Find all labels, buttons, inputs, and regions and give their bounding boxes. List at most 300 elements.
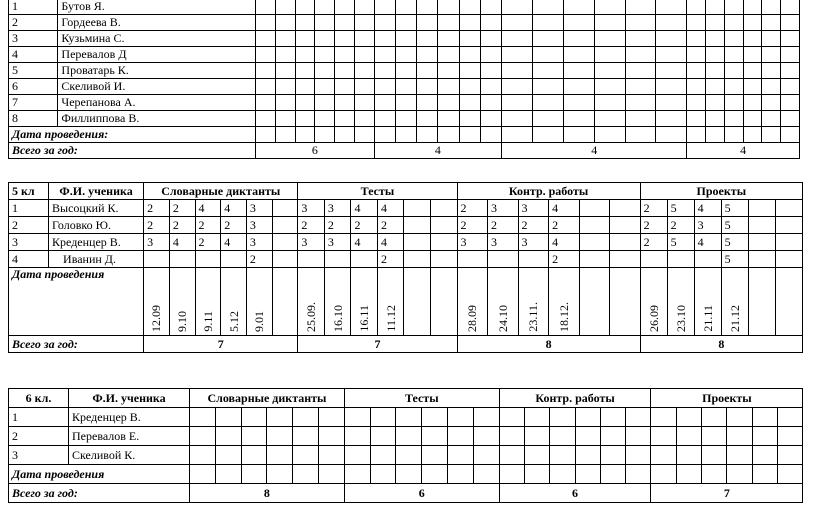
date-text: 25.09. [304, 302, 319, 332]
grade-cell [727, 427, 752, 446]
row-number: 1 [9, 408, 69, 427]
grade-cell [344, 446, 370, 465]
grade-cell [594, 127, 625, 143]
grade-cell [480, 95, 501, 111]
grade-cell [702, 408, 727, 427]
grade-cell [743, 79, 762, 95]
grade-cell [459, 63, 480, 79]
student-name: Скеливой И. [58, 79, 256, 95]
total-value: 8 [640, 336, 802, 353]
grade-cell: 4 [694, 234, 721, 251]
grade-cell [438, 31, 459, 47]
grade-cell [532, 63, 563, 79]
grade-cell: 2 [457, 217, 488, 234]
row-number: 2 [9, 217, 49, 234]
grade-cell [752, 408, 777, 427]
grade-cell [374, 15, 395, 31]
grade-cell [781, 111, 800, 127]
table-row [9, 47, 800, 63]
grade-cell [502, 0, 533, 15]
grade-cell [502, 63, 533, 79]
grade-cell [702, 427, 727, 446]
grade-cell: 3 [324, 200, 351, 217]
date-cell [221, 268, 247, 336]
grade-cell [430, 234, 457, 251]
grade-cell [625, 111, 656, 127]
student-name: Иванин Д. [49, 251, 144, 268]
grade-cell [480, 15, 501, 31]
grade-cell [777, 427, 802, 446]
grade-cell [502, 79, 533, 95]
grade-cell: 4 [377, 200, 404, 217]
grade-cell [524, 408, 549, 427]
grade-cell: 4 [221, 200, 247, 217]
grade-cell [438, 47, 459, 63]
grade-cell [626, 465, 651, 484]
grade-cell [524, 446, 549, 465]
date-label: Дата проведения [9, 268, 144, 336]
grade-cell [502, 31, 533, 47]
grade-cell [480, 79, 501, 95]
grade-cell: 4 [549, 234, 580, 251]
grade-cell [417, 95, 438, 111]
grade-cell [706, 111, 725, 127]
grade-cell [275, 79, 295, 95]
grade-cell [438, 79, 459, 95]
grade-cell [594, 47, 625, 63]
grade-cell [743, 111, 762, 127]
date-text: 5.12 [226, 311, 241, 332]
grade-cell [422, 465, 448, 484]
grade-cell [532, 79, 563, 95]
table-row [9, 31, 800, 47]
date-cell [775, 268, 802, 336]
date-text: 21.12 [727, 305, 742, 332]
grade-cell [395, 95, 416, 111]
row-number: 1 [9, 200, 49, 217]
grade-cell: 4 [221, 234, 247, 251]
grade-cell [480, 47, 501, 63]
grade-cell [459, 111, 480, 127]
grade-cell [404, 234, 431, 251]
grade-cell [626, 408, 651, 427]
grade-cell: 3 [488, 234, 519, 251]
grade-cell [724, 31, 743, 47]
grade-cell [656, 95, 687, 111]
student-name: Головко Ю. [49, 217, 144, 234]
grade-cell [354, 127, 374, 143]
grade-cell [563, 111, 594, 127]
grade-cell [430, 217, 457, 234]
grade-cell [374, 111, 395, 127]
date-cell [488, 268, 519, 336]
grade-cell [480, 63, 501, 79]
row-number: 8 [9, 111, 58, 127]
grade-cell: 2 [169, 200, 195, 217]
grade-cell [563, 47, 594, 63]
grade-cell [687, 127, 706, 143]
grade-cell [694, 251, 721, 268]
total-value: 4 [374, 143, 501, 159]
grade-cell [610, 200, 641, 217]
grade-cell [748, 234, 775, 251]
grade-cell [656, 47, 687, 63]
grade-cell [459, 47, 480, 63]
table-row [9, 95, 800, 111]
grade-cell [656, 63, 687, 79]
grade-cell [781, 79, 800, 95]
date-text: 9.01 [252, 311, 267, 332]
grade-cell [315, 15, 335, 31]
section-header: Проекты [651, 389, 803, 408]
grade-cell [532, 31, 563, 47]
grade-cell [374, 31, 395, 47]
grade-cell: 3 [518, 234, 549, 251]
grade-cell [676, 427, 701, 446]
grade-cell: 3 [488, 200, 519, 217]
grade-cell [370, 465, 396, 484]
grade-cell [575, 408, 600, 427]
name-column-header: Ф.И. ученика [49, 183, 144, 200]
row-number: 3 [9, 31, 58, 47]
grade-cell: 2 [221, 217, 247, 234]
grade-cell [293, 427, 319, 446]
row-number: 1 [9, 0, 58, 15]
table-row [9, 79, 800, 95]
grade-cell [594, 95, 625, 111]
date-cell [667, 268, 694, 336]
grade-cell [502, 47, 533, 63]
grade-cell [438, 0, 459, 15]
date-cell [298, 268, 325, 336]
student-name: Филлиппова В. [58, 111, 256, 127]
grade-cell [702, 465, 727, 484]
date-text: 11.12 [383, 305, 398, 332]
grade-cell [752, 465, 777, 484]
grade-cell [762, 127, 781, 143]
total-row [9, 143, 800, 159]
grade-cell [781, 127, 800, 143]
grade-cell [532, 111, 563, 127]
grade-cell [502, 95, 533, 111]
grade-cell [315, 111, 335, 127]
grade-cell [215, 446, 241, 465]
grade-table-top [8, 0, 800, 159]
grade-cell: 2 [351, 217, 378, 234]
date-row [9, 268, 803, 336]
student-name: Высоцкий К. [49, 200, 144, 217]
table-row [9, 408, 803, 427]
grade-cell [727, 408, 752, 427]
grade-cell [221, 251, 247, 268]
grade-cell [651, 408, 676, 427]
grade-cell [417, 31, 438, 47]
date-cell [404, 268, 431, 336]
grade-table-5th-class [8, 182, 803, 353]
row-number: 4 [9, 251, 49, 268]
grade-cell [777, 446, 802, 465]
grade-cell [762, 31, 781, 47]
grade-cell [335, 0, 355, 15]
grade-cell [396, 408, 422, 427]
grade-cell [727, 465, 752, 484]
grade-cell [473, 427, 499, 446]
grade-cell [344, 465, 370, 484]
date-cell [195, 268, 221, 336]
grade-cell [275, 63, 295, 79]
student-name: Бутов Я. [58, 0, 256, 15]
grade-cell [295, 95, 315, 111]
grade-cell [267, 465, 293, 484]
grade-cell [335, 95, 355, 111]
grade-cell [295, 127, 315, 143]
grade-cell [374, 127, 395, 143]
grade-cell: 5 [721, 234, 748, 251]
grade-cell [625, 47, 656, 63]
grade-cell [724, 95, 743, 111]
grade-cell [144, 251, 170, 268]
total-row [9, 336, 803, 353]
grade-cell [457, 251, 488, 268]
grade-cell [706, 31, 725, 47]
grade-cell [459, 79, 480, 95]
grade-cell [396, 446, 422, 465]
grade-cell [579, 200, 610, 217]
grade-cell [656, 127, 687, 143]
grade-cell [422, 408, 448, 427]
grade-cell [395, 31, 416, 47]
date-row [9, 465, 803, 484]
grade-cell [241, 408, 267, 427]
grade-cell [781, 31, 800, 47]
grade-cell [532, 95, 563, 111]
grade-cell [315, 127, 335, 143]
row-number: 6 [9, 79, 58, 95]
student-name: Проватарь К. [58, 63, 256, 79]
grade-cell [417, 111, 438, 127]
grade-cell [656, 15, 687, 31]
grade-cell [563, 0, 594, 15]
grade-cell [724, 47, 743, 63]
grade-cell [724, 127, 743, 143]
grade-cell [293, 465, 319, 484]
date-text: 12.09 [149, 305, 164, 332]
grade-cell [195, 251, 221, 268]
grade-cell [676, 446, 701, 465]
date-text: 28.09 [465, 305, 480, 332]
grade-cell [502, 111, 533, 127]
total-value: 6 [256, 143, 375, 159]
table-row [9, 251, 803, 268]
grade-cell [256, 95, 276, 111]
total-value: 6 [499, 484, 651, 503]
grade-cell [354, 95, 374, 111]
grade-cell [532, 0, 563, 15]
grade-cell [706, 15, 725, 31]
grade-cell: 4 [694, 200, 721, 217]
grade-cell [762, 0, 781, 15]
grade-cell [563, 79, 594, 95]
grade-cell [724, 79, 743, 95]
grade-cell [448, 446, 474, 465]
grade-cell: 2 [640, 234, 667, 251]
grade-cell [687, 15, 706, 31]
grade-cell [625, 79, 656, 95]
table-row [9, 446, 803, 465]
grade-cell [777, 408, 802, 427]
grade-cell [626, 427, 651, 446]
grade-cell [395, 79, 416, 95]
grade-cell [702, 446, 727, 465]
grade-cell [502, 15, 533, 31]
grade-cell [374, 0, 395, 15]
grade-cell [295, 63, 315, 79]
grade-cell [532, 47, 563, 63]
grade-cell [354, 79, 374, 95]
grade-cell: 2 [377, 217, 404, 234]
grade-cell [524, 427, 549, 446]
grade-cell [563, 95, 594, 111]
grade-cell [777, 465, 802, 484]
grade-cell [563, 31, 594, 47]
grade-cell: 2 [169, 217, 195, 234]
grade-cell [417, 127, 438, 143]
section-header: Словарные диктанты [190, 389, 345, 408]
grade-cell [241, 446, 267, 465]
grade-cell [743, 15, 762, 31]
grade-cell [706, 127, 725, 143]
grade-cell: 2 [195, 234, 221, 251]
grade-cell [743, 63, 762, 79]
grade-cell [748, 200, 775, 217]
grade-cell [480, 31, 501, 47]
grade-cell [687, 0, 706, 15]
grade-cell [404, 200, 431, 217]
grade-cell [727, 446, 752, 465]
grade-cell [743, 95, 762, 111]
grade-cell [625, 95, 656, 111]
grade-cell [275, 127, 295, 143]
date-label: Дата проведения [9, 465, 190, 484]
grade-cell [706, 95, 725, 111]
grade-cell [706, 63, 725, 79]
grade-cell [575, 427, 600, 446]
grade-cell [473, 446, 499, 465]
date-cell [351, 268, 378, 336]
grade-cell [351, 251, 378, 268]
table-row [9, 63, 800, 79]
section-header: Тесты [344, 389, 499, 408]
grade-cell [743, 127, 762, 143]
grade-cell: 2 [195, 217, 221, 234]
grade-cell [335, 63, 355, 79]
grade-cell [438, 127, 459, 143]
date-text: 9.10 [175, 311, 190, 332]
grade-cell [295, 79, 315, 95]
grade-cell [499, 465, 524, 484]
grade-cell [448, 427, 474, 446]
grade-cell [473, 465, 499, 484]
grade-cell [272, 217, 298, 234]
grade-cell [743, 0, 762, 15]
grade-cell [315, 31, 335, 47]
grade-cell: 4 [351, 234, 378, 251]
grade-cell [594, 79, 625, 95]
grade-cell [724, 63, 743, 79]
total-value: 7 [144, 336, 298, 353]
grade-cell [256, 31, 276, 47]
grade-cell [775, 234, 802, 251]
grade-cell [267, 427, 293, 446]
grade-cell [610, 217, 641, 234]
grade-cell [594, 111, 625, 127]
grade-cell: 2 [298, 217, 325, 234]
student-name: Перевалов Д [58, 47, 256, 63]
grade-cell [775, 200, 802, 217]
grade-cell [480, 127, 501, 143]
grade-cell: 5 [721, 251, 748, 268]
grade-cell [354, 47, 374, 63]
grade-cell [550, 446, 575, 465]
grade-cell [687, 79, 706, 95]
grade-cell [532, 15, 563, 31]
grade-cell: 3 [298, 200, 325, 217]
grade-cell [550, 408, 575, 427]
grade-cell [374, 47, 395, 63]
grade-cell [295, 31, 315, 47]
grade-cell [417, 15, 438, 31]
grade-cell [706, 79, 725, 95]
grade-cell [267, 446, 293, 465]
grade-cell [499, 427, 524, 446]
grade-cell [275, 95, 295, 111]
grade-cell [748, 217, 775, 234]
grade-cell: 3 [246, 200, 272, 217]
date-text: 16.10 [330, 305, 345, 332]
grade-cell [293, 408, 319, 427]
grade-cell [459, 31, 480, 47]
grade-cell [438, 111, 459, 127]
grade-cell [256, 0, 276, 15]
total-value: 4 [687, 143, 800, 159]
date-cell [640, 268, 667, 336]
grade-table-6th-class [8, 388, 803, 503]
grade-cell: 3 [298, 234, 325, 251]
grade-cell [762, 15, 781, 31]
grade-cell [315, 47, 335, 63]
grade-cell [354, 15, 374, 31]
grade-cell [563, 15, 594, 31]
row-number: 3 [9, 446, 69, 465]
grade-cell [687, 95, 706, 111]
grade-cell: 3 [457, 234, 488, 251]
grade-cell [532, 127, 563, 143]
total-row [9, 484, 803, 503]
grade-cell [430, 251, 457, 268]
grade-cell [781, 15, 800, 31]
grade-cell [594, 63, 625, 79]
grade-cell [430, 200, 457, 217]
grade-cell [656, 111, 687, 127]
grade-cell [610, 234, 641, 251]
grade-cell [459, 0, 480, 15]
grade-cell: 2 [144, 200, 170, 217]
grade-cell [374, 79, 395, 95]
grade-cell [480, 0, 501, 15]
table-row [9, 427, 803, 446]
student-name: Черепанова А. [58, 95, 256, 111]
date-row [9, 127, 800, 143]
